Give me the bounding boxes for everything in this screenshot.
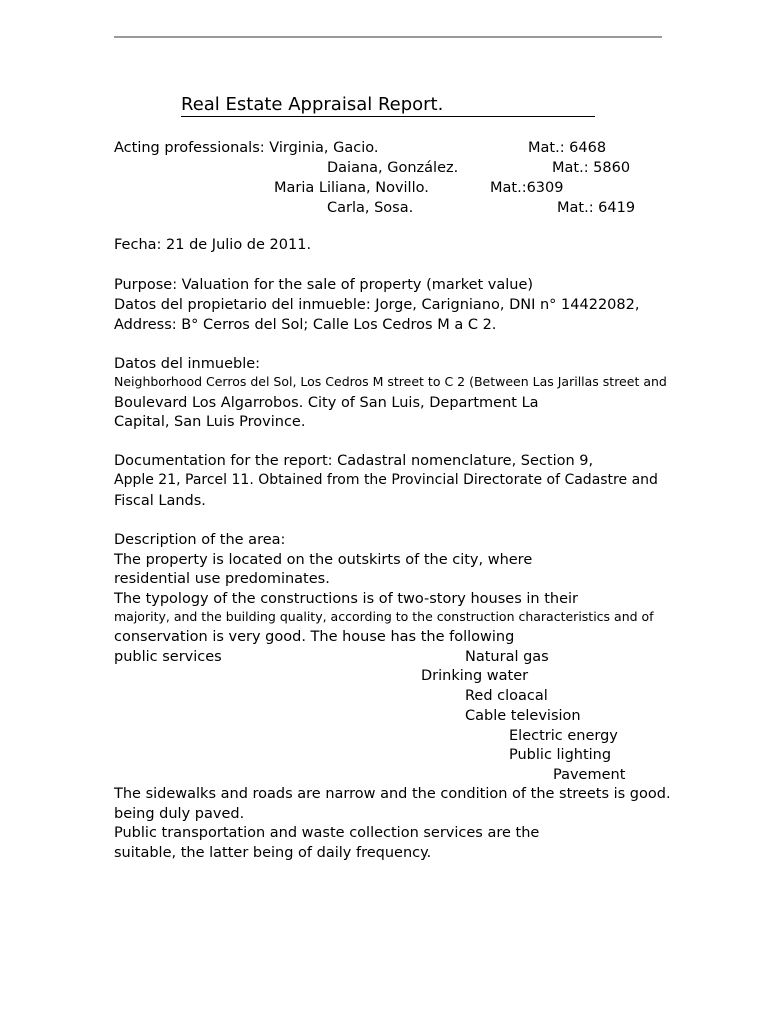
area-line-4: majority, and the building quality, according to the construction characteristics and of [114, 609, 654, 624]
professional-name-2: Daiana, González. [327, 160, 459, 176]
professionals-label: Acting professionals: Virginia, Gacio. [114, 140, 379, 156]
purpose-line: Purpose: Valuation for the sale of property (market value) [114, 277, 534, 293]
date-line: Fecha: 21 de Julio de 2011. [114, 237, 312, 253]
property-heading: Datos del inmueble: [114, 356, 261, 372]
area-line-1: The property is located on the outskirts of the city, where [114, 552, 533, 568]
header-rule [114, 36, 662, 38]
closing-line-4: suitable, the latter being of daily frequency. [114, 845, 432, 861]
property-line-3: Capital, San Luis Province. [114, 414, 306, 430]
area-line-6: public services [114, 649, 222, 665]
area-line-2: residential use predominates. [114, 571, 330, 587]
service-item: Pavement [553, 767, 626, 783]
service-item: Public lighting [509, 747, 612, 763]
service-item: Natural gas [465, 649, 549, 665]
address-line: Address: B° Cerros del Sol; Calle Los Cedros M a C 2. [114, 317, 497, 333]
professional-mat-3: Mat.:6309 [490, 180, 564, 196]
closing-line-1: The sidewalks and roads are narrow and the condition of the streets is good. [114, 786, 671, 802]
service-item: Red cloacal [465, 688, 548, 704]
professional-name-3: Maria Liliana, Novillo. [274, 180, 429, 196]
professional-mat-4: Mat.: 6419 [557, 200, 636, 216]
professional-mat-1: Mat.: 6468 [528, 140, 607, 156]
document-title: Real Estate Appraisal Report. [181, 94, 595, 117]
documentation-line-1: Documentation for the report: Cadastral nomenclature, Section 9, [114, 453, 594, 469]
service-item: Electric energy [509, 728, 618, 744]
professional-name-4: Carla, Sosa. [327, 200, 414, 216]
area-heading: Description of the area: [114, 532, 286, 548]
closing-line-3: Public transportation and waste collection services are the [114, 825, 540, 841]
service-item: Drinking water [421, 668, 529, 684]
area-line-5: conservation is very good. The house has the following [114, 629, 515, 645]
documentation-line-3: Fiscal Lands. [114, 493, 206, 509]
documentation-line-2: Apple 21, Parcel 11. Obtained from the Provincial Directorate of Cadastre and [114, 472, 658, 488]
closing-line-2: being duly paved. [114, 806, 245, 822]
property-line-1: Neighborhood Cerros del Sol, Los Cedros M street to C 2 (Between Las Jarillas street and [114, 374, 667, 389]
owner-line: Datos del propietario del inmueble: Jorge, Carigniano, DNI n° 14422082, [114, 297, 640, 313]
service-item: Cable television [465, 708, 581, 724]
area-line-3: The typology of the constructions is of two-story houses in their [114, 591, 578, 607]
professional-mat-2: Mat.: 5860 [552, 160, 631, 176]
property-line-2: Boulevard Los Algarrobos. City of San Luis, Department La [114, 395, 539, 411]
